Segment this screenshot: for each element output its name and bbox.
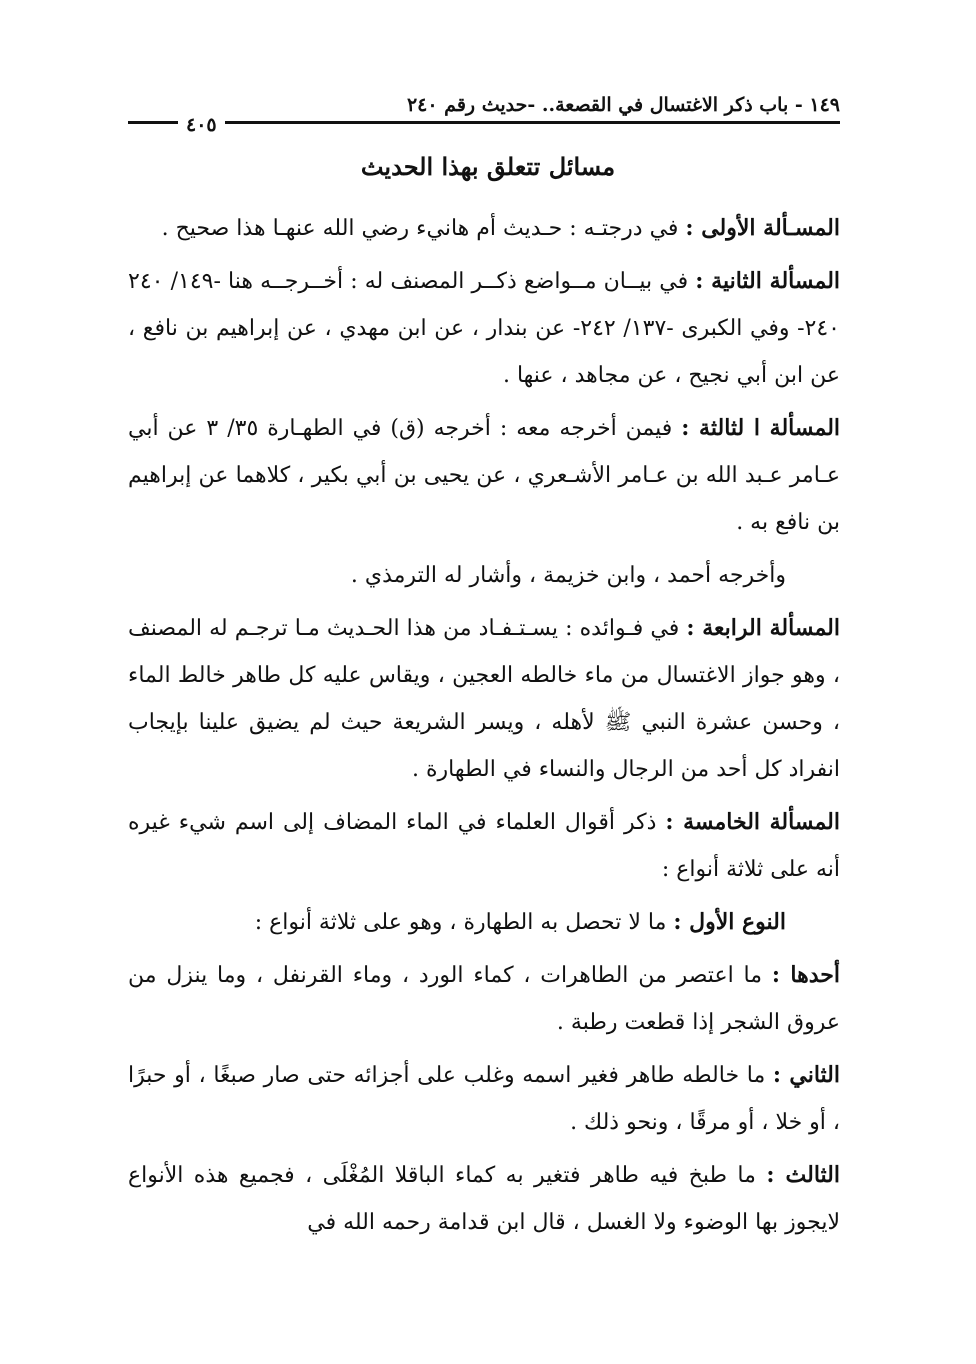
paragraph: [128, 1052, 840, 1146]
paragraph: [128, 952, 840, 1046]
page-number: ٤٠٥: [178, 114, 225, 136]
paragraph-text: ما اعتصر من الطاهرات ، كماء الورد ، وماء القرنفل ، وما ينزل من عروق الشجر إذا قطعت رطبة .: [128, 963, 840, 1035]
paragraph-term: المسألة الرابعة :: [686, 615, 840, 641]
paragraph-text: في بيــان مــواضع ذكــر المصنف له : أخــرجــه هنا -١٤٩/ ٢٤٠ ٢٤٠- وفي الكبرى -١٣٧/ ٢٤٢- عن بندار ، عن ابن مهدي ، عن إبراهيم بن نافع ، عن ابن أبي نجيح ، عن مجاهد ، عنها .: [128, 269, 840, 388]
paragraph: [128, 899, 840, 946]
paragraph-term: الثالث :: [766, 1162, 840, 1188]
paragraph-text: في درجتـه : حـديث أم هانيء رضي الله عنهـا هذا صحيح .: [161, 216, 686, 241]
paragraph-term: الثاني :: [772, 1062, 840, 1088]
paragraph-term: المسألة الثانية :: [695, 268, 841, 294]
paragraph-text: ما طبخ فيه طاهر فتغير به كماء الباقلا المُغْلَى ، فجميع هذه الأنواع لايجوز بها الوضوء ولا الغسل ، قال ابن قدامة رحمه الله في: [128, 1163, 840, 1235]
paragraph-text: ما خالطه طاهر فغير اسمه وغلب على أجزائه حتى صار صبغًا ، أو حبرًا ، أو خلا ، أو مرقًا ، ونحو ذلك .: [128, 1063, 840, 1135]
paragraph: [128, 552, 840, 599]
paragraph-text: ما لا تحصل به الطهارة ، وهو على ثلاثة أنواع :: [254, 910, 674, 935]
paragraph-term: المسـألة الأولى :: [685, 215, 840, 241]
paragraph-text: وأخرجه أحمد ، وابن خزيمة ، وأشار له الترمذي .: [350, 563, 786, 588]
paragraph-term: المسألة الخامسة :: [665, 809, 840, 835]
paragraph-text: ذكر أقوال العلماء في الماء المضاف إلى اسم شيء غيره أنه على ثلاثة أنواع :: [128, 810, 840, 882]
header-rule: [128, 121, 840, 124]
paragraph: [128, 205, 840, 252]
paragraph: [128, 1152, 840, 1246]
paragraph-term: أحدها :: [771, 962, 840, 988]
paragraph-text: فيمن أخرجه معه : أخرجه (ق) في الطهـارة ٣٥/ ٣ عن أبي عـامر عـبد الله بن عـامر الأشـعري ، عن يحيى بن أبي بكير ، كلاهما عن إبراهيم بن نافع به .: [128, 416, 840, 535]
paragraph-term: المسألة ا لثالثة :: [681, 415, 841, 441]
paragraph: [128, 405, 840, 546]
paragraph: [128, 799, 840, 893]
paragraph: [128, 258, 840, 399]
section-title: مسائل تتعلق بهذا الحديث: [360, 152, 616, 181]
running-header: [128, 88, 840, 136]
document-body: [128, 205, 840, 1252]
paragraph: [128, 605, 840, 793]
paragraph-text: في فـوائده : يسـتـفـاد من هذا الحـديث مـا ترجـم له المصنف ، وهو جواز الاغتسال من ماء خالطه العجين ، ويقاس عليه كل طاهر خالط الماء ، وحسن عشرة النبي ﷺ لأهله ، ويسر الشريعة حيث لم يضيق علينا بإيجاب انفراد كل أحد من الرجال والنساء في الطهارة .: [128, 616, 840, 782]
paragraph-term: النوع الأول :: [673, 909, 786, 935]
header-title: ١٤٩ - باب ذكر الاغتسال في القصعة.. -حديث رقم ٢٤٠: [399, 94, 840, 116]
